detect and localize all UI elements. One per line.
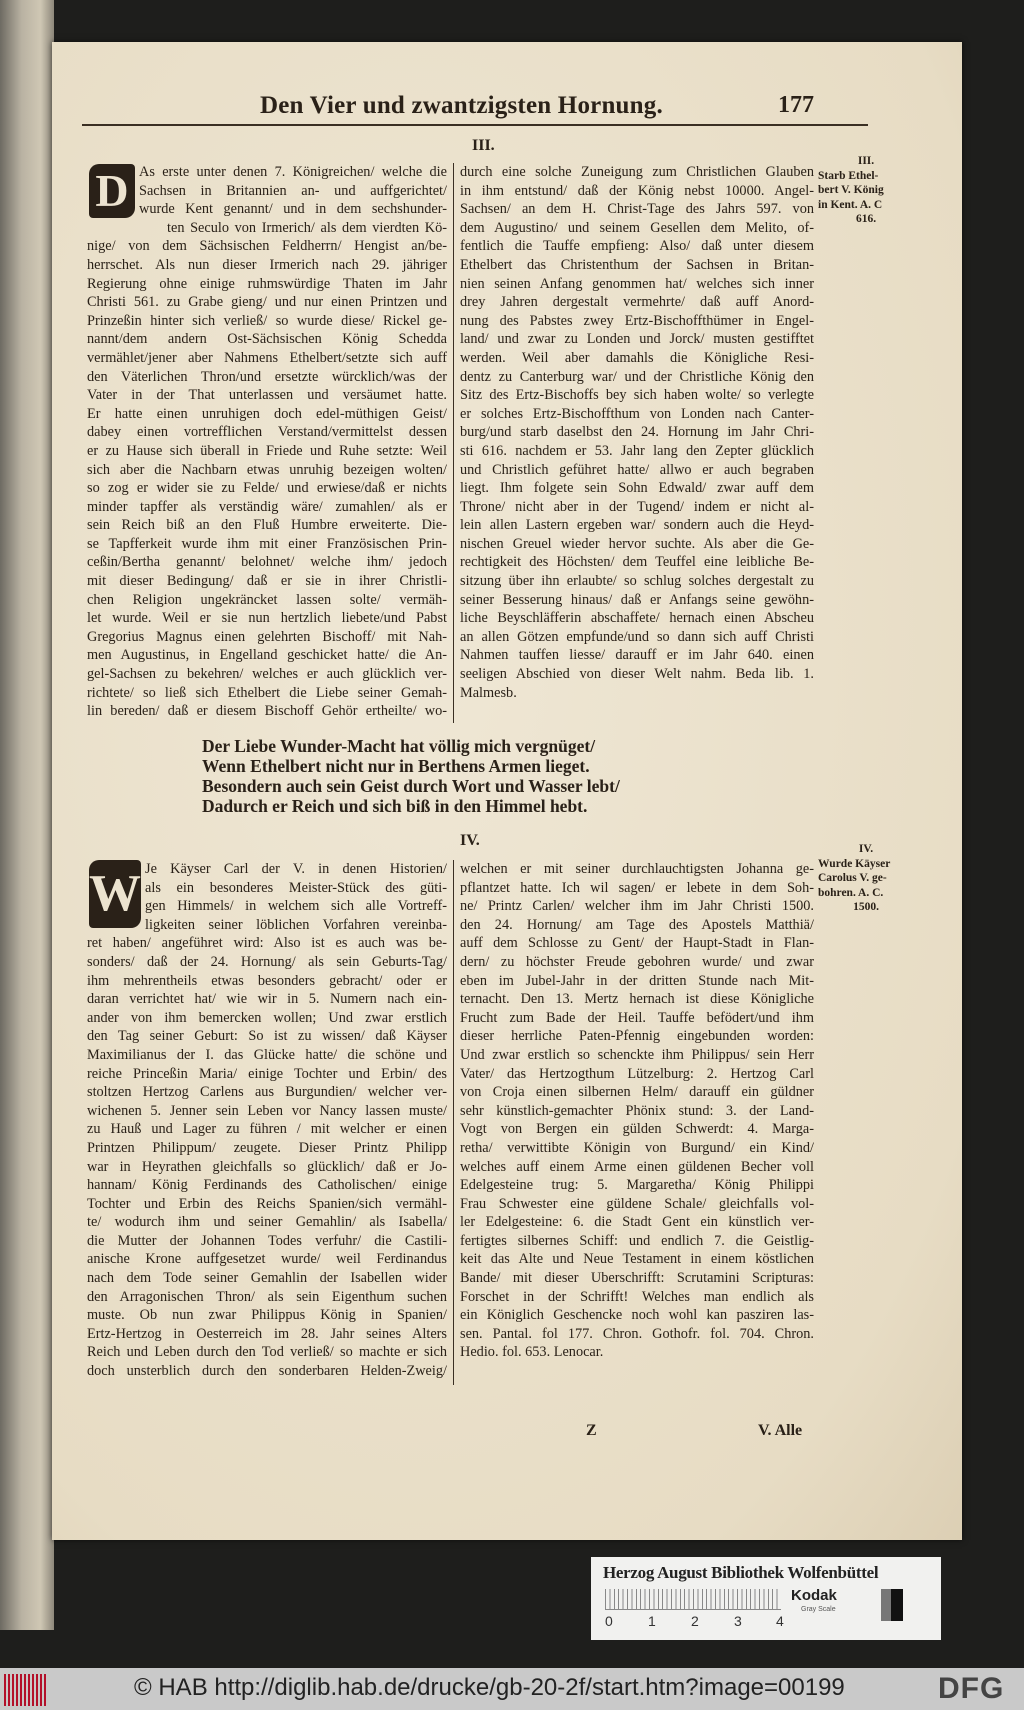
margin-note-line: III. xyxy=(857,155,875,167)
ruler-number: 1 xyxy=(648,1613,656,1629)
ruler-scale xyxy=(605,1589,781,1610)
text-line: seiner Besserung hinaus/ daß er Anfangs seine gewöhn- xyxy=(460,591,814,608)
ruler-number: 0 xyxy=(605,1613,613,1629)
text-line: nischen Greuel wieder hervor suchte. Als aber die Ge- xyxy=(460,535,814,552)
text-line: ihm mehrentheils etwas besonders gebracht/ oder er xyxy=(87,972,447,989)
text-line: Regierung ohne einige ruhmswürdige Thaten im Jahr xyxy=(87,275,447,292)
margin-note-line: 1500. xyxy=(853,901,879,913)
text-line: lein allen Lastern ergeben war/ sondern auch die Heyd- xyxy=(460,517,814,534)
text-line: ceßin/Bertha genannt/ belohnet/ welche ihm/ jedoch xyxy=(87,554,447,571)
drop-cap-iv: W xyxy=(89,860,141,928)
text-line: Frau Schwester eine güldene Schale/ gleichfalls vol- xyxy=(460,1195,814,1212)
text-line: nannt/dem andern Ost-Sächsischen König Schedda xyxy=(87,331,447,348)
text-line: nien seinen Anfang genommen hat/ welches sich inner xyxy=(460,275,814,292)
text-line: land/ und zwar zu Londen und Jorck/ musten gestifftet xyxy=(460,331,814,348)
text-line: den Väterlichen Thron/und ersetzte würcklich/was der xyxy=(87,368,447,385)
margin-note-line: Carolus V. ge- xyxy=(818,872,887,884)
text-line: let wurde. Weil er sie nun hertzlich liebete/und Pabst xyxy=(87,610,447,627)
book-page xyxy=(52,42,962,1540)
margin-note-line: bohren. A. C. xyxy=(818,886,884,899)
kodak-brand: Kodak xyxy=(791,1587,837,1604)
text-line: durch eine solche Zuneigung zum Christlichen Glauben xyxy=(460,164,814,180)
signature-mark: Z xyxy=(586,1422,597,1439)
text-line: keit das Alte und Neue Testament in einem köstlichen xyxy=(460,1251,814,1268)
text-line: sitzung über ihn erlaubte/ so schlug solches dergestalt zu xyxy=(460,573,814,590)
text-line: wurde Kent genannt/ und in dem sechshunder- xyxy=(139,201,447,218)
text-line: sti 616. nachdem er 53. Jahr lang den Zepter glücklich xyxy=(460,442,814,459)
text-line: liche Beyschläfferin abschaffete/ hernach einen Abscheu xyxy=(460,610,814,627)
text-line: lin bereden/ daß er diesem Bischoff Gehör ertheilte/ wo- xyxy=(87,703,447,720)
text-line: in ihm entstund/ daß der König nebst 10000. Angel- xyxy=(460,182,814,199)
text-line: Sitz des Ertz-Bischoffs bey sich haben wolte/ so verlegte xyxy=(460,387,814,404)
text-line: rechtigkeit des Höchsten/ dem Teuffel eine leibliche Be- xyxy=(460,554,814,571)
text-line: chen Religion ungekräncket lassen solte/ vermäh- xyxy=(87,591,447,608)
text-line: se Tapfferkeit wurde ihm mit einer Französischen Prin- xyxy=(87,535,447,552)
library-name: Herzog August Bibliothek Wolfenbüttel xyxy=(603,1563,879,1582)
text-line: te/ wodurch ihm und seiner Gemahlin/ als Isabella/ xyxy=(87,1214,447,1231)
text-line: ander von ihm bemercken wollen; Und zwar erstlich xyxy=(87,1009,447,1026)
text-line: ler Edelgesteine: 6. die Stadt Gent ein künstlich ver- xyxy=(460,1214,814,1231)
text-line: Reich und Leben durch den Tod verließ/ so machte er sich xyxy=(87,1344,447,1361)
text-line: Tochter und Erbin des Reichs Spanien/sich vermähl- xyxy=(87,1195,447,1212)
text-line: Malmesb. xyxy=(460,684,517,701)
verse-line: Wenn Ethelbert nicht nur in Berthens Armen lieget. xyxy=(202,756,590,776)
text-line: den Tag seiner Geburt: So ist zu wissen/ daß Käyser xyxy=(87,1028,447,1045)
page-number: 177 xyxy=(778,92,814,118)
text-line: sich aber die Nachbarn etwas unruhig bezeigen wolten/ xyxy=(87,461,447,478)
text-line: zu Hauß und Lager zu führen / mit welcher er einen xyxy=(87,1121,447,1138)
text-line: daran verrichtet hat/ wie wir in 5. Numern nach ein- xyxy=(87,991,447,1008)
catchword: V. Alle xyxy=(758,1422,803,1439)
color-calibration-label xyxy=(591,1557,941,1640)
dfg-logo: DFG xyxy=(938,1672,1005,1705)
text-line: Sachsen/ an dem H. Christ-Tage des Jahrs 597. von xyxy=(460,201,814,218)
text-line: Vater/ das Hertzogthum Lützelburg: 2. Hertzog Carl xyxy=(460,1065,814,1082)
text-line: Forschet in der Schrifft! Welches man endlich als xyxy=(460,1288,814,1305)
text-line: stoltzen Hertzog Carlens aus Burgundien/ welcher ver- xyxy=(87,1084,447,1101)
text-line: richtete/ so ließ sich Ethelbert die Liebe seiner Gemah- xyxy=(87,684,447,701)
text-line: ein Königlich Geschencke noch wohl kan pasziren las- xyxy=(460,1307,814,1324)
text-line: men Augustinus, in Engelland geschicket hatte/ die An- xyxy=(87,647,447,664)
margin-note-line: Wurde Käyser xyxy=(818,857,891,870)
text-line: Christi 561. zu Grabe gieng/ und nur einen Printzen und xyxy=(87,294,447,311)
verse-line: Der Liebe Wunder-Macht hat völlig mich vergnüget/ xyxy=(202,736,596,756)
ruler-number: 3 xyxy=(734,1613,742,1629)
text-line: so zog er wider sie zu Felde/ und erwiese/daß er nichts xyxy=(87,480,447,497)
text-line: Bande/ mit dieser Uberschrifft: Scrutamini Scripturas: xyxy=(460,1270,814,1287)
margin-note-iv xyxy=(818,842,914,915)
text-line: hannam/ König Ferdinands des Catholischen/ einige xyxy=(87,1177,447,1194)
header-rule xyxy=(82,124,868,126)
section-iv-left-column xyxy=(87,860,447,1381)
text-line: Hedio. fol. 653. Lenocar. xyxy=(460,1344,604,1361)
margin-note-line: IV. xyxy=(858,843,874,855)
text-line: Ethelbert das Christenthum der Sachsen in Britan- xyxy=(460,256,814,273)
text-line: doch unsterblich durch den sonderbaren Helden-Zweig/ xyxy=(87,1363,447,1380)
text-line: den 24. Hornung/ am Tage des Apostels Matthiä/ xyxy=(460,916,814,933)
text-line: Vogt von Bergen ein gülden Schwerdt: 4. Marga- xyxy=(460,1121,814,1138)
text-line: burg/und starb daselbst den 24. Hornung im Jahr Chri- xyxy=(460,424,814,441)
text-line: nach dem Tode seiner Gemahlin der Isabellen wider xyxy=(87,1270,447,1287)
text-line: Edelgesteine trug: 5. Margaretha/ König Philippi xyxy=(460,1177,814,1194)
section-heading-iii: III. xyxy=(472,137,495,154)
verse-line: Dadurch er Reich und sich biß in den Himmel hebt. xyxy=(202,796,588,816)
text-line: Printzen Philippum/ zeugete. Dieser Printz Philipp xyxy=(87,1139,447,1156)
text-line: dentz zu Canterburg war/ und der Christliche König den xyxy=(460,368,814,385)
text-line: Sachsen in Britannien an- und auffgerichtet/ xyxy=(139,182,447,199)
text-line: gel-Sachsen zu bekehren/ welches er auch glücklich ver- xyxy=(87,666,447,683)
text-line: dabey einen vortrefflichen Verstand/vermittelst dessen xyxy=(87,424,447,441)
text-line: dern/ zu höchster Freude gebohren wurde/ und zwar xyxy=(460,953,814,970)
text-line: die Mutter der Johannen Todes verfuhr/ die Castili- xyxy=(87,1232,447,1249)
text-line: anische Krone auffgesetzet wurde/ weil Ferdinandus xyxy=(87,1251,447,1268)
text-line: mit dieser Bedingung/ daß er sie in ihrer Christli- xyxy=(87,573,447,590)
text-line: eben im Jubel-Jahr in der dritten Stunde nach Mit- xyxy=(460,972,814,989)
text-line: dem Augustino/ und seinem Gesellen dem Melito, of- xyxy=(460,219,814,236)
text-line: von Croja einen silbernen Helm/ darauff ein güldner xyxy=(460,1084,814,1101)
text-line: sein Reich biß an den Fluß Humbre erweiterte. Die- xyxy=(87,517,447,534)
text-line: ret haben/ angeführet wird: Also ist es auch was be- xyxy=(87,935,447,952)
black-patch xyxy=(891,1589,903,1621)
text-line: Ertz-Hertzog in Oesterreich im 28. Jahr seines Alters xyxy=(87,1325,447,1342)
text-line: Er hatte einen unruhigen doch edel-müthigen Geist/ xyxy=(87,405,447,422)
margin-note-line: 616. xyxy=(855,213,877,225)
text-line: er solches Ertz-Bischoffthum von Londen nach Canter- xyxy=(460,405,814,422)
ruler-number: 2 xyxy=(691,1613,699,1629)
text-line: muste. Ob nun zwar Philippus König in Spanien/ xyxy=(87,1307,447,1324)
text-line: nige/ von dem Sächsischen Feldherrn/ Hengist an/be- xyxy=(87,238,447,255)
section-iii-right-column xyxy=(460,163,814,702)
text-line: und Christlich geführet hatte/ allwo er auch begraben xyxy=(460,461,814,478)
hab-logo-icon xyxy=(4,1674,46,1706)
text-line: seeligen Abschied von dieser Welt nahm. Beda lib. 1. xyxy=(460,666,814,683)
text-line: an allen Götzen empfunde/und so dann sich auff Christi xyxy=(460,628,814,645)
text-line: vermählet/jener aber Nahmens Ethelbert/setzte sich auff xyxy=(87,349,447,366)
margin-note-iii xyxy=(818,154,914,227)
margin-note-line: bert V. König xyxy=(818,184,884,196)
text-line: ligkeiten seiner löblichen Vorfahren vereinba- xyxy=(145,916,447,933)
section-heading-iv: IV. xyxy=(460,832,480,849)
text-line: sehr künstlich-gemachter Phönix stund: 3. der Land- xyxy=(460,1102,814,1119)
text-line: ternacht. Den 13. Mertz hernach ist diese Königliche xyxy=(460,991,814,1008)
text-line: werden. Weil aber damahls die Königliche Resi- xyxy=(460,349,814,366)
text-line: pflantzet hatte. Ich wil sagen/ er lebete in dem Soh- xyxy=(460,879,814,896)
text-line: Throne/ nicht aber in der Tugend/ indem er nicht al- xyxy=(460,498,814,515)
text-line: sen. Pantal. fol 177. Chron. Gothofr. fol. 704. Chron. xyxy=(460,1325,814,1342)
text-line: ten Seculo von Irmerich/ als dem vierdten Kö- xyxy=(167,219,447,236)
text-line: herrschet. Als nun dieser Irmerich nach 29. jähriger xyxy=(87,256,447,273)
text-line: war in Heyrathen gleichfalls so glücklich/ daß er Jo- xyxy=(87,1158,447,1175)
text-line: reiche Princeßin Maria/ einige Tochter und Erbin/ des xyxy=(87,1065,447,1082)
text-line: fentlich die Tauffe empfieng: Also/ daß unter diesem xyxy=(460,238,814,255)
text-line: nung des Pabstes zwey Ertz-Bischoffthümer in Engel- xyxy=(460,312,814,329)
section-iv-right-column xyxy=(460,860,814,1362)
text-line: auff dem Schlosse zu Gent/ der Haupt-Stadt in Flan- xyxy=(460,935,814,952)
text-line: welchen er mit seiner durchlauchtigsten Johanna ge- xyxy=(460,861,814,877)
copyright-url[interactable]: © HAB http://diglib.hab.de/drucke/gb-20-2f/start.htm?image=00199 xyxy=(134,1674,845,1701)
text-line: drey Jahren dergestalt vermehrte/ daß auff Anord- xyxy=(460,294,814,311)
text-line: Maximilianus der I. das Glücke hatte/ die schöne und xyxy=(87,1046,447,1063)
text-line: Frucht zum Bade der Heil. Tauffe befödert/und ihm xyxy=(460,1009,814,1026)
section-iii-left-column xyxy=(87,163,447,721)
text-line: den Arragonischen Thron/ als sein Eigenthum suchen xyxy=(87,1288,447,1305)
text-line: gen Himmels/ in welchem sich alle Vortreff- xyxy=(145,898,447,915)
text-line: liegt. Ihm folgete sein Sohn Edwald/ zwar auff dem xyxy=(460,480,814,497)
text-line: Gregorius Magnus einen gelehrten Bischoff/ mit Nah- xyxy=(87,628,447,645)
drop-cap-iii: D xyxy=(89,164,135,218)
text-line: Vater in der That unterlassen und versäumet hatte. xyxy=(87,387,447,404)
text-line: Prinzeßin hinter sich verließ/ so wurde diese/ Rickel ge- xyxy=(87,312,447,329)
text-line: wichenen 5. Jenner sein Leben vor Nancy lassen muste/ xyxy=(87,1102,447,1119)
gray-patch xyxy=(881,1589,891,1621)
text-line: Je Käyser Carl der V. in denen Historien/ xyxy=(145,861,447,877)
text-line: retha/ verwittibte Königin von Burgund/ ein Kind/ xyxy=(460,1139,814,1156)
margin-note-line: in Kent. A. C xyxy=(818,198,883,211)
text-line: minder tapffer als verständig wäre/ zumahlen/ als er xyxy=(87,498,447,515)
text-line: als ein besonderes Meister-Stück des güti- xyxy=(145,879,447,896)
running-title: Den Vier und zwantzigsten Hornung. xyxy=(260,92,663,119)
column-divider xyxy=(453,163,454,723)
column-divider xyxy=(453,860,454,1385)
verse-line: Besondern auch sein Geist durch Wort und Wasser lebt/ xyxy=(202,776,620,796)
text-line: As erste unter denen 7. Königreichen/ welche die xyxy=(139,164,447,180)
text-line: er zu Hause sich überall in Friede und Ruhe setzte: Weil xyxy=(87,442,447,459)
text-line: ne/ Printz Carlen/ welcher ihm im Jahr Christi 1500. xyxy=(460,898,814,915)
verse-block xyxy=(202,736,620,816)
margin-note-line: Starb Ethel- xyxy=(818,169,879,182)
footer-bar xyxy=(0,1668,1024,1710)
ruler-number: 4 xyxy=(776,1613,784,1629)
text-line: fertigtes silbernes Schiff: und endlich 7. die Geistlig- xyxy=(460,1232,814,1249)
text-line: Nahmen tauffen liesse/ darauff er im Jahr 640. einen xyxy=(460,647,814,664)
text-line: dieser herrliche Paten-Pfennig eingebunden worden: xyxy=(460,1028,814,1045)
gray-scale-text: Gray Scale xyxy=(801,1606,836,1613)
text-line: Und zwar erstlich so schenckte ihm Philippus/ sein Herr xyxy=(460,1046,814,1063)
text-line: sonders/ daß der 24. Hornung/ als sein Geburts-Tag/ xyxy=(87,953,447,970)
text-line: welches auff einem Arme einen güldenen Becher voll xyxy=(460,1158,814,1175)
previous-page-edge xyxy=(0,0,54,1630)
